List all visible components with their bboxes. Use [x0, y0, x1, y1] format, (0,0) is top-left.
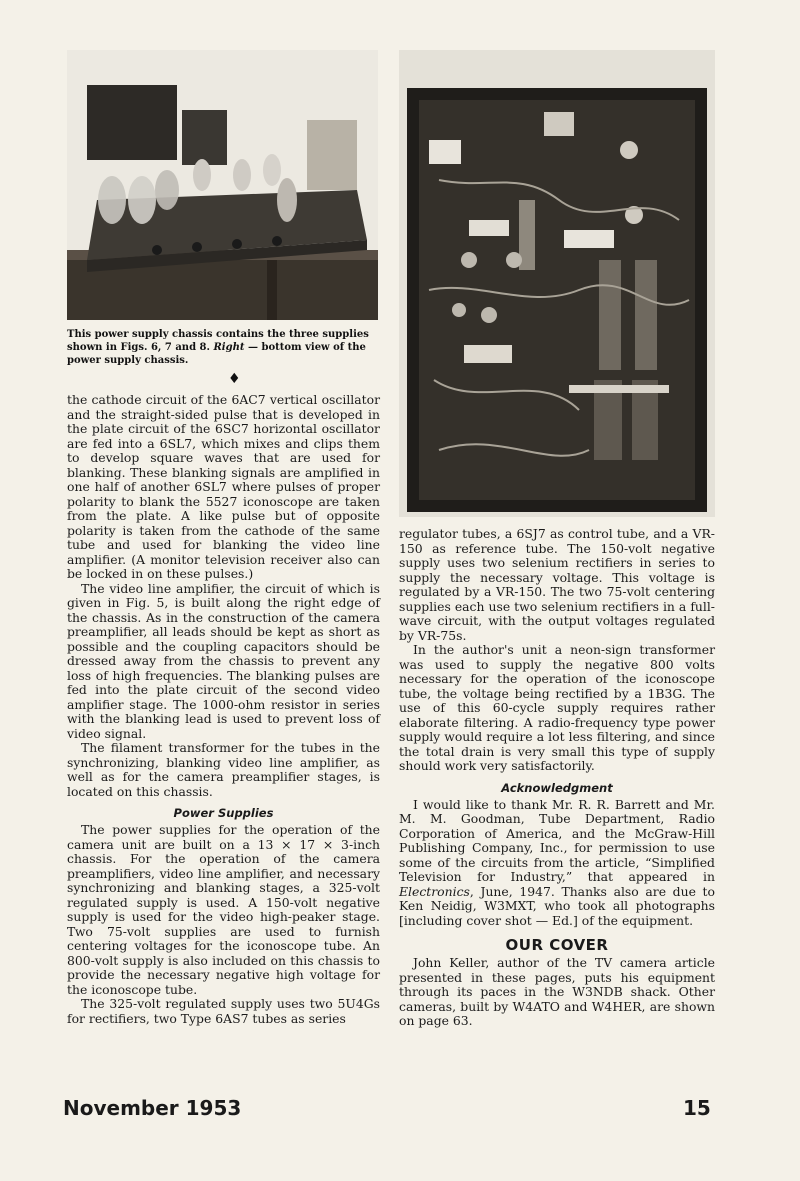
article-column-right — [399, 527, 715, 1029]
section-divider-diamond: ♦ — [228, 371, 241, 387]
ack-text: I would like to thank Mr. R. R. Barrett and Mr. M. M. Goodman, Tube Department, Radio Corporation of America, and the McGraw-Hill Publishing Company, Inc., for permission to use some of the circuits from the article, “Simplified Television for Industry,” that appeared in — [399, 796, 715, 884]
paragraph: The video line amplifier, the circuit of which is given in Fig. 5, is built along the right edge of the chassis. As in the construction of the camera preamplifier, all leads should be kept as short as possible and the coupling capacitors should be dressed away from the chassis to prevent any loss of high frequencies. The blanking pulses are fed into the plate circuit of the second video amplifier stage. The 1000-ohm resistor in series with the blanking lead is used to prevent loss of video signal. — [67, 580, 380, 741]
article-column-left — [67, 393, 380, 1026]
section-heading-our-cover: OUR COVER — [505, 936, 609, 954]
caption-text: This power supply chassis contains the three supplies shown in Figs. 6, 7 and 8. — [67, 329, 369, 353]
chassis-top-illustration — [67, 50, 378, 320]
page-number: 15 — [683, 1096, 711, 1120]
paragraph: The power supplies for the operation of the camera unit are built on a 13 × 17 × 3-inch chassis. For the operation of the camera preamplifiers, video line amplifier, and necessary synchronizing and blanking stages, a 325-volt regulated supply is used. A 150-volt negative supply is used for the video high-peaker stage. Two 75-volt supplies are used to furnish centering voltages for the iconoscope tube. An 800-volt supply is also included on this chassis to provide the necessary negative high voltage for the iconoscope tube. — [67, 822, 380, 997]
paragraph: the cathode circuit of the 6AC7 vertical oscillator and the straight-sided pulse that is developed in the plate circuit of the 6SC7 horizontal oscillator are fed into a 6SL7, which mixes and clips them to develop square waves that are used for blanking. These blanking signals are amplified in one half of another 6SL7 where pulses of proper polarity to blank the 5527 iconoscope are taken from the plate. A like pulse but of opposite polarity is taken from the cathode of the same tube and used for blanking the video line amplifier. (A monitor television receiver also can be locked in on these pulses.) — [67, 392, 380, 581]
issue-date: November 1953 — [63, 1096, 242, 1120]
paragraph: John Keller, author of the TV camera article presented in these pages, puts his equipment through its paces in the W3NDB shack. Other cameras, built by W4ATO and W4HER, are shown on page 63. — [399, 955, 715, 1028]
caption-right-label: Right — [213, 342, 245, 353]
ack-text-continued: , June, 1947. Thanks also are due to Ken Neidig, W3MXT, who took all photographs [including cover shot — Ed.] of the equipment. — [399, 883, 715, 928]
section-heading-acknowledgment: Acknowledgment — [501, 780, 613, 795]
section-heading-power-supplies: Power Supplies — [173, 806, 274, 820]
paragraph: In the author's unit a neon-sign transformer was used to supply the negative 800 volts necessary for the operation of the iconoscope tube, the voltage being rectified by a 1B3G. The use of this 60-cycle supply requires rather elaborate filtering. A radio-frequency type power supply would require a lot less filtering, and since the total drain is very small this type of supply should work very satisfactorily. — [399, 642, 715, 773]
paragraph: regulator tubes, a 6SJ7 as control tube, and a VR-150 as reference tube. The 150-volt negative supply uses two selenium rectifiers in series to supply the necessary voltage. This voltage is regulated by a VR-150. The two 75-volt centering supplies each use two selenium rectifiers in a full-wave circuit, with the output voltages regulated by VR-75s. — [399, 526, 715, 643]
paragraph — [399, 798, 715, 929]
photo-caption — [67, 328, 380, 367]
chassis-bottom-illustration — [399, 50, 715, 517]
chassis-bottom-view-photo — [399, 50, 715, 517]
paragraph: The 325-volt regulated supply uses two 5U4Gs for rectifiers, two Type 6AS7 tubes as series — [67, 996, 380, 1026]
ack-publication: Electronics — [399, 883, 470, 899]
caption-text-continued: — bottom view of the power supply chassis. — [67, 342, 366, 366]
power-supply-chassis-photo — [67, 50, 378, 320]
paragraph: The filament transformer for the tubes in the synchronizing, blanking video line amplifier, as well as for the camera preamplifier stages, is located on this chassis. — [67, 740, 380, 799]
